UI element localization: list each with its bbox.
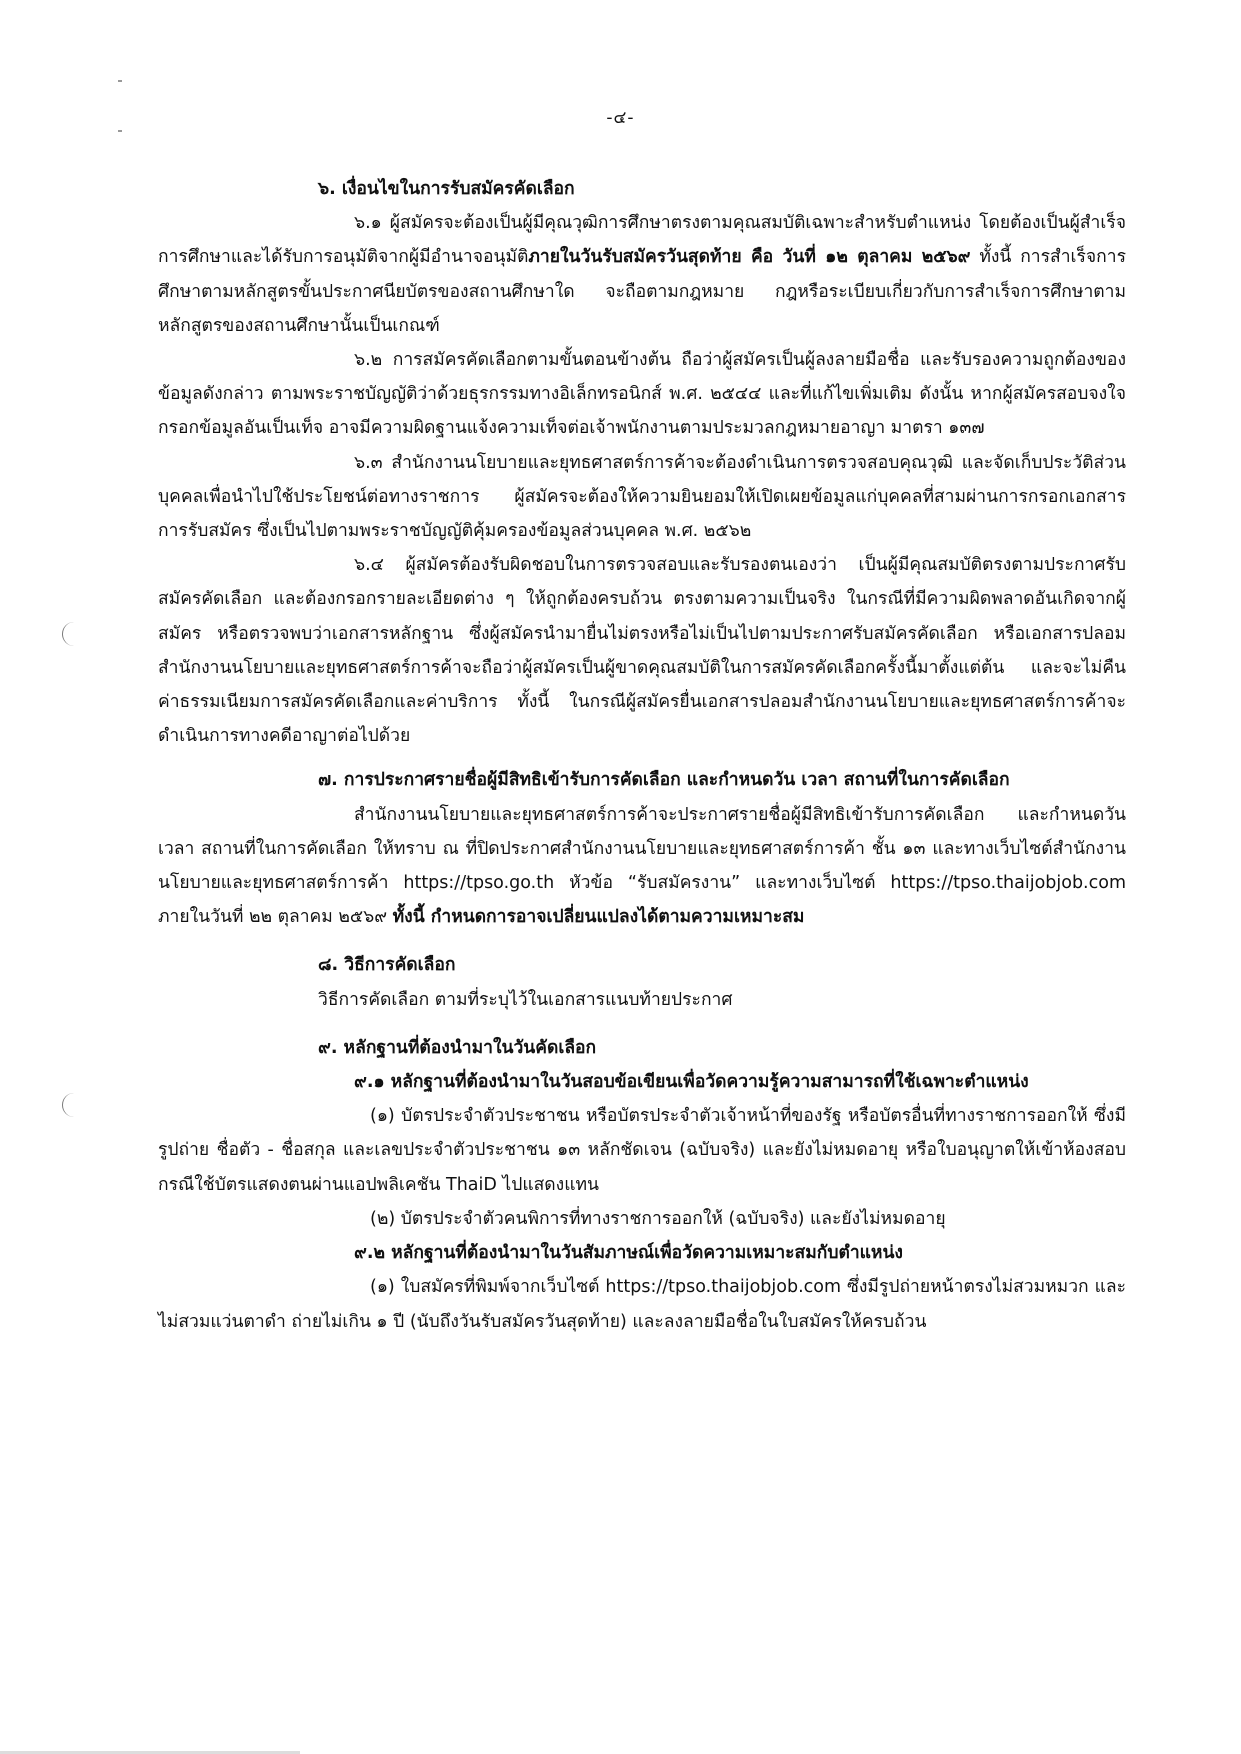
scan-speck bbox=[118, 80, 122, 82]
paragraph-6-4: ๖.๔ ผู้สมัครต้องรับผิดชอบในการตรวจสอบและรับรองตนเองว่า เป็นผู้มีคุณสมบัติตรงตามประกาศรับสมัครคัดเลือก และต้องกรอกรายละเอียดต่าง ๆ ให้ถูกต้องครบถ้วน ตรงตามความเป็นจริง ในกรณีที่มีความผิดพลาดอันเกิดจากผู้สมัคร หรือตรวจพบว่าเอกสารหลักฐาน ซึ่งผู้สมัครนำมายื่นไม่ตรงหรือไม่เป็นไปตามประกาศรับสมัครคัดเลือก หรือเอกสารปลอม สำนักงานนโยบายและยุทธศาสตร์การค้าจะถือว่าผู้สมัครเป็นผู้ขาดคุณสมบัติในการสมัครคัดเลือกครั้งนี้มาตั้งแต่ต้น และจะไม่คืนค่าธรรมเนียมการสมัครคัดเลือกและค่าบริการ ทั้งนี้ ในกรณีผู้สมัครยื่นเอกสารปลอมสำนักงานนโยบายและยุทธศาสตร์การค้าจะดำเนินการทางคดีอาญาต่อไปด้วย bbox=[158, 555, 1126, 747]
subsection-9-1-heading bbox=[158, 1065, 1126, 1099]
item-9-1-2: (๒) บัตรประจำตัวคนพิการที่ทางราชการออกให้ (ฉบับจริง) และยังไม่หมดอายุ bbox=[370, 1208, 946, 1229]
paragraph-8: วิธีการคัดเลือก ตามที่ระบุไว้ในเอกสารแนบท้ายประกาศ bbox=[318, 989, 733, 1010]
section-8-heading: ๘. วิธีการคัดเลือก bbox=[318, 955, 456, 976]
subsection-9-2-heading bbox=[158, 1236, 1126, 1270]
paragraph-6-1-text-a: ๖.๑ ผู้สมัครจะต้องเป็นผู้มีคุณวุฒิการศึกษาตรงตามคุณสมบัติเฉพาะสำหรับตำแหน่ง โดยต้องเป็นผู้สำเร็จการศึกษาและได้รับการอนุมัติจากผู้มีอำนาจอนุมัติ bbox=[158, 213, 1126, 268]
paragraph-7-text: สำนักงานนโยบายและยุทธศาสตร์การค้าจะประกาศรายชื่อผู้มีสิทธิเข้ารับการคัดเลือก และกำหนดวัน เวลา สถานที่ในการคัดเลือก ให้ทราบ ณ ที่ปิดประกาศสำนักงานนโยบายและยุทธศาสตร์การค้า ชั้น ๑๓ และทางเว็บไซต์สำนักงานนโยบายและยุทธศาสตร์การค้า https://tpso.go.th หัวข้อ “รับสมัครงาน” และทางเว็บไซต์ https://tpso.thaijobjob.com ภายในวันที่ ๒๒ ตุลาคม ๒๕๖๙ bbox=[158, 804, 1126, 928]
binding-hole-mark bbox=[62, 622, 77, 646]
item-9-1-1: (๑) บัตรประจำตัวประชาชน หรือบัตรประจำตัวเจ้าหน้าที่ของรัฐ หรือบัตรอื่นที่ทางราชการออกให้ ซึ่งมีรูปถ่าย ชื่อตัว - ชื่อสกุล และเลขประจำตัวประชาชน ๑๓ หลักชัดเจน (ฉบับจริง) และยังไม่หมดอายุ หรือใบอนุญาตให้เข้าห้องสอบกรณีใช้บัตรแสดงตนผ่านแอปพลิเคชัน ThaiD ไปแสดงแทน bbox=[158, 1106, 1126, 1195]
subsection-9-2-title: ๙.๒ หลักฐานที่ต้องนำมาในวันสัมภาษณ์เพื่อวัดความเหมาะสมกับตำแหน่ง bbox=[354, 1243, 903, 1264]
page-number: -๔- bbox=[606, 108, 635, 128]
paragraph-6-1-deadline: ภายในวันรับสมัครวันสุดท้าย คือ วันที่ ๑๒ ตุลาคม ๒๕๖๙ bbox=[528, 247, 971, 268]
subsection-9-1-title: ๙.๑ หลักฐานที่ต้องนำมาในวันสอบข้อเขียนเพื่อวัดความรู้ความสามารถที่ใช้เฉพาะตำแหน่ง bbox=[354, 1072, 1029, 1093]
paragraph-7-note: ทั้งนี้ กำหนดการอาจเปลี่ยนแปลงได้ตามความเหมาะสม bbox=[392, 907, 805, 928]
binding-hole-mark bbox=[62, 1093, 77, 1117]
section-7-heading: ๗. การประกาศรายชื่อผู้มีสิทธิเข้ารับการคัดเลือก และกำหนดวัน เวลา สถานที่ในการคัดเลือก bbox=[318, 770, 1010, 791]
paragraph-6-2: ๖.๒ การสมัครคัดเลือกตามขั้นตอนข้างต้น ถือว่าผู้สมัครเป็นผู้ลงลายมือชื่อ และรับรองความถูกต้องของข้อมูลดังกล่าว ตามพระราชบัญญัติว่าด้วยธุรกรรมทางอิเล็กทรอนิกส์ พ.ศ. ๒๕๔๔ และที่แก้ไขเพิ่มเติม ดังนั้น หากผู้สมัครสอบจงใจกรอกข้อมูลอันเป็นเท็จ อาจมีความผิดฐานแจ้งความเท็จต่อเจ้าพนักงานตามประมวลกฎหมายอาญา มาตรา ๑๓๗ bbox=[158, 350, 1126, 439]
paragraph-6-3: ๖.๓ สำนักงานนโยบายและยุทธศาสตร์การค้าจะต้องดำเนินการตรวจสอบคุณวุฒิ และจัดเก็บประวัติส่วนบุคคลเพื่อนำไปใช้ประโยชน์ต่อทางราชการ ผู้สมัครจะต้องให้ความยินยอมให้เปิดเผยข้อมูลแก่บุคคลที่สามผ่านการกรอกเอกสารการรับสมัคร ซึ่งเป็นไปตามพระราชบัญญัติคุ้มครองข้อมูลส่วนบุคคล พ.ศ. ๒๕๖๒ bbox=[158, 452, 1126, 542]
paragraph-6-1-text-b: ทั้งนี้ การสำเร็จการศึกษาตามหลักสูตรขั้นประกาศนียบัตรของสถานศึกษาใด จะถือตามกฎหมาย กฎหรือระเบียบเกี่ยวกับการสำเร็จการศึกษาตามหลักสูตรของสถานศึกษานั้นเป็นเกณฑ์ bbox=[158, 247, 1126, 336]
section-6-heading: ๖. เงื่อนไขในการรับสมัครคัดเลือก bbox=[318, 179, 575, 199]
item-9-2-1: (๑) ใบสมัครที่พิมพ์จากเว็บไซต์ https://tpso.thaijobjob.com ซึ่งมีรูปถ่ายหน้าตรงไม่สวมหมวก และไม่สวมแว่นตาดำ ถ่ายไม่เกิน ๑ ปี (นับถึงวันรับสมัครวันสุดท้าย) และลงลายมือชื่อในใบสมัครให้ครบถ้วน bbox=[158, 1277, 1126, 1332]
paragraph-6-1 bbox=[158, 206, 1126, 343]
section-9-heading: ๙. หลักฐานที่ต้องนำมาในวันคัดเลือก bbox=[318, 1037, 597, 1058]
paragraph-7 bbox=[158, 798, 1126, 935]
document-body bbox=[158, 172, 1126, 1339]
